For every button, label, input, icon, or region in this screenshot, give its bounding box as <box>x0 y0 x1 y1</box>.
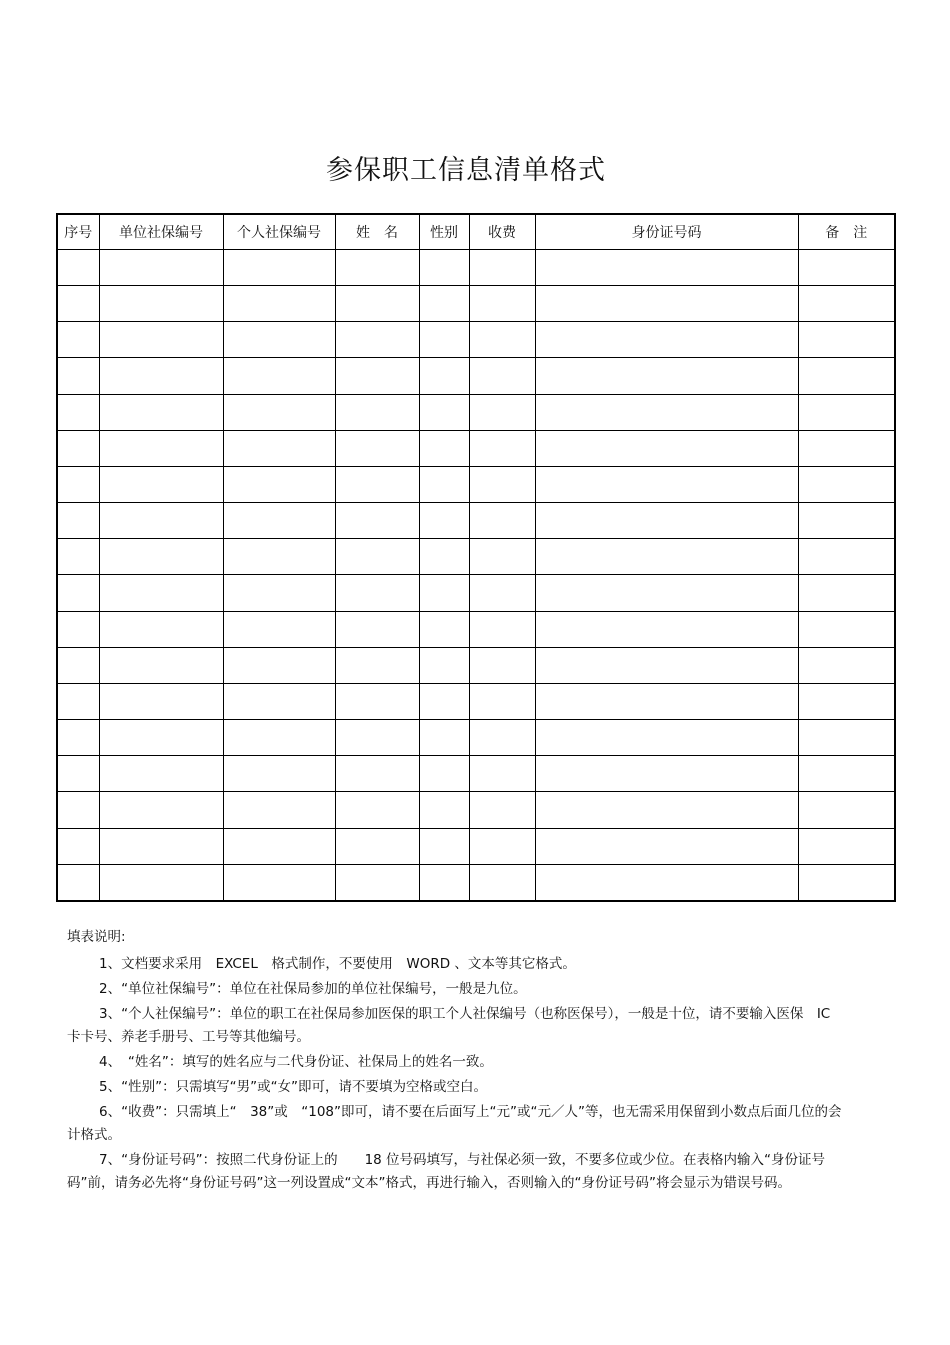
table-row <box>57 394 895 430</box>
cell-gender[interactable] <box>419 720 469 756</box>
cell-name[interactable] <box>335 720 419 756</box>
cell-serial[interactable] <box>57 647 99 683</box>
cell-gender[interactable] <box>419 611 469 647</box>
instructions-heading: 填表说明: <box>67 929 126 945</box>
cell-serial[interactable] <box>57 539 99 575</box>
cell-serial[interactable] <box>57 828 99 864</box>
cell-unit-insurance-no[interactable] <box>99 539 223 575</box>
header-unit-insurance-no: 单位社保编号 <box>99 214 223 250</box>
table-row <box>57 792 895 828</box>
table-row <box>57 539 895 575</box>
table-row <box>57 575 895 611</box>
cell-personal-insurance-no[interactable] <box>223 466 335 502</box>
cell-personal-insurance-no[interactable] <box>223 394 335 430</box>
cell-personal-insurance-no[interactable] <box>223 286 335 322</box>
cell-remarks[interactable] <box>798 250 895 286</box>
cell-gender[interactable] <box>419 394 469 430</box>
cell-fee[interactable] <box>469 286 535 322</box>
cell-personal-insurance-no[interactable] <box>223 250 335 286</box>
cell-fee[interactable] <box>469 756 535 792</box>
cell-name[interactable] <box>335 792 419 828</box>
cell-remarks[interactable] <box>798 322 895 358</box>
cell-serial[interactable] <box>57 286 99 322</box>
cell-personal-insurance-no[interactable] <box>223 720 335 756</box>
cell-personal-insurance-no[interactable] <box>223 683 335 719</box>
header-gender: 性别 <box>419 214 469 250</box>
table-row <box>57 358 895 394</box>
instruction-item: 7、“身份证号码”：按照二代身份证上的 18 位号码填写，与社保必须一致，不要多位或少位。在表格内输入“身份证号码”前，请务必先将“身份证号码”这一列设置成“文本”格式，再进行输入，否则输入的“身份证号码”将会显示为错误号码。 <box>67 1152 826 1191</box>
table-row <box>57 503 895 539</box>
cell-gender[interactable] <box>419 756 469 792</box>
cell-unit-insurance-no[interactable] <box>99 466 223 502</box>
cell-name[interactable] <box>335 322 419 358</box>
cell-remarks[interactable] <box>798 430 895 466</box>
cell-serial[interactable] <box>57 250 99 286</box>
cell-fee[interactable] <box>469 250 535 286</box>
cell-name[interactable] <box>335 286 419 322</box>
cell-remarks[interactable] <box>798 756 895 792</box>
cell-serial[interactable] <box>57 322 99 358</box>
cell-serial[interactable] <box>57 792 99 828</box>
cell-remarks[interactable] <box>798 539 895 575</box>
table-row <box>57 611 895 647</box>
cell-id-number[interactable] <box>535 503 798 539</box>
table-row <box>57 647 895 683</box>
table-row <box>57 828 895 864</box>
cell-remarks[interactable] <box>798 792 895 828</box>
table-row <box>57 720 895 756</box>
cell-name[interactable] <box>335 575 419 611</box>
cell-personal-insurance-no[interactable] <box>223 756 335 792</box>
cell-remarks[interactable] <box>798 647 895 683</box>
instructions <box>67 926 847 1197</box>
cell-unit-insurance-no[interactable] <box>99 720 223 756</box>
instruction-item: 3、“个人社保编号”：单位的职工在社保局参加医保的职工个人社保编号（也称医保号），一般是十位，请不要输入医保 IC 卡卡号、养老手册号、工号等其他编号。 <box>67 1006 831 1045</box>
cell-name[interactable] <box>335 647 419 683</box>
cell-fee[interactable] <box>469 503 535 539</box>
cell-name[interactable] <box>335 756 419 792</box>
table-row <box>57 430 895 466</box>
header-serial: 序号 <box>57 214 99 250</box>
cell-id-number[interactable] <box>535 286 798 322</box>
cell-id-number[interactable] <box>535 250 798 286</box>
cell-remarks[interactable] <box>798 864 895 901</box>
cell-serial[interactable] <box>57 720 99 756</box>
cell-serial[interactable] <box>57 358 99 394</box>
cell-id-number[interactable] <box>535 575 798 611</box>
cell-remarks[interactable] <box>798 575 895 611</box>
cell-remarks[interactable] <box>798 683 895 719</box>
cell-personal-insurance-no[interactable] <box>223 792 335 828</box>
cell-unit-insurance-no[interactable] <box>99 792 223 828</box>
cell-id-number[interactable] <box>535 430 798 466</box>
cell-unit-insurance-no[interactable] <box>99 575 223 611</box>
cell-remarks[interactable] <box>798 720 895 756</box>
cell-name[interactable] <box>335 864 419 901</box>
cell-name[interactable] <box>335 466 419 502</box>
header-remarks: 备 注 <box>798 214 895 250</box>
cell-name[interactable] <box>335 394 419 430</box>
header-personal-insurance-no: 个人社保编号 <box>223 214 335 250</box>
cell-id-number[interactable] <box>535 322 798 358</box>
cell-gender[interactable] <box>419 828 469 864</box>
cell-remarks[interactable] <box>798 466 895 502</box>
cell-unit-insurance-no[interactable] <box>99 683 223 719</box>
cell-fee[interactable] <box>469 358 535 394</box>
cell-gender[interactable] <box>419 539 469 575</box>
cell-gender[interactable] <box>419 575 469 611</box>
header-name: 姓 名 <box>335 214 419 250</box>
table-row <box>57 322 895 358</box>
cell-id-number[interactable] <box>535 792 798 828</box>
cell-serial[interactable] <box>57 611 99 647</box>
instruction-item: 2、“单位社保编号”：单位在社保局参加的单位社保编号，一般是九位。 <box>99 981 527 997</box>
cell-unit-insurance-no[interactable] <box>99 322 223 358</box>
cell-serial[interactable] <box>57 503 99 539</box>
cell-fee[interactable] <box>469 828 535 864</box>
cell-personal-insurance-no[interactable] <box>223 430 335 466</box>
cell-gender[interactable] <box>419 286 469 322</box>
header-fee: 收费 <box>469 214 535 250</box>
cell-unit-insurance-no[interactable] <box>99 756 223 792</box>
cell-unit-insurance-no[interactable] <box>99 647 223 683</box>
cell-fee[interactable] <box>469 792 535 828</box>
cell-unit-insurance-no[interactable] <box>99 286 223 322</box>
cell-unit-insurance-no[interactable] <box>99 611 223 647</box>
cell-unit-insurance-no[interactable] <box>99 503 223 539</box>
cell-fee[interactable] <box>469 430 535 466</box>
employee-table <box>56 213 896 902</box>
cell-gender[interactable] <box>419 250 469 286</box>
cell-unit-insurance-no[interactable] <box>99 358 223 394</box>
cell-serial[interactable] <box>57 575 99 611</box>
cell-fee[interactable] <box>469 466 535 502</box>
instruction-item: 5、“性别”：只需填写“男”或“女”即可，请不要填为空格或空白。 <box>99 1079 488 1095</box>
cell-id-number[interactable] <box>535 756 798 792</box>
cell-fee[interactable] <box>469 611 535 647</box>
cell-unit-insurance-no[interactable] <box>99 828 223 864</box>
cell-name[interactable] <box>335 503 419 539</box>
cell-gender[interactable] <box>419 358 469 394</box>
cell-gender[interactable] <box>419 466 469 502</box>
cell-unit-insurance-no[interactable] <box>99 864 223 901</box>
cell-gender[interactable] <box>419 503 469 539</box>
cell-serial[interactable] <box>57 394 99 430</box>
cell-personal-insurance-no[interactable] <box>223 864 335 901</box>
cell-remarks[interactable] <box>798 828 895 864</box>
cell-name[interactable] <box>335 250 419 286</box>
cell-personal-insurance-no[interactable] <box>223 647 335 683</box>
cell-id-number[interactable] <box>535 828 798 864</box>
cell-remarks[interactable] <box>798 358 895 394</box>
cell-name[interactable] <box>335 430 419 466</box>
cell-name[interactable] <box>335 828 419 864</box>
header-id-number: 身份证号码 <box>535 214 798 250</box>
cell-gender[interactable] <box>419 864 469 901</box>
table-header-row <box>57 214 895 250</box>
cell-serial[interactable] <box>57 864 99 901</box>
table-row <box>57 286 895 322</box>
cell-id-number[interactable] <box>535 683 798 719</box>
cell-name[interactable] <box>335 611 419 647</box>
cell-unit-insurance-no[interactable] <box>99 430 223 466</box>
cell-serial[interactable] <box>57 466 99 502</box>
cell-gender[interactable] <box>419 792 469 828</box>
table-row <box>57 466 895 502</box>
cell-fee[interactable] <box>469 647 535 683</box>
cell-fee[interactable] <box>469 864 535 901</box>
cell-unit-insurance-no[interactable] <box>99 394 223 430</box>
cell-personal-insurance-no[interactable] <box>223 828 335 864</box>
cell-name[interactable] <box>335 683 419 719</box>
cell-fee[interactable] <box>469 575 535 611</box>
cell-remarks[interactable] <box>798 286 895 322</box>
cell-gender[interactable] <box>419 430 469 466</box>
cell-name[interactable] <box>335 539 419 575</box>
table-row <box>57 864 895 901</box>
cell-personal-insurance-no[interactable] <box>223 611 335 647</box>
cell-id-number[interactable] <box>535 539 798 575</box>
table-row <box>57 250 895 286</box>
cell-id-number[interactable] <box>535 864 798 901</box>
cell-personal-insurance-no[interactable] <box>223 322 335 358</box>
cell-unit-insurance-no[interactable] <box>99 250 223 286</box>
cell-remarks[interactable] <box>798 503 895 539</box>
cell-remarks[interactable] <box>798 611 895 647</box>
cell-personal-insurance-no[interactable] <box>223 358 335 394</box>
cell-id-number[interactable] <box>535 647 798 683</box>
cell-gender[interactable] <box>419 322 469 358</box>
cell-id-number[interactable] <box>535 720 798 756</box>
cell-personal-insurance-no[interactable] <box>223 539 335 575</box>
cell-fee[interactable] <box>469 683 535 719</box>
cell-fee[interactable] <box>469 539 535 575</box>
instruction-item: 6、“收费”：只需填上“ 38”或 “108”即可，请不要在后面写上“元”或“元／人”等，也无需采用保留到小数点后面几位的会计格式。 <box>67 1104 842 1143</box>
cell-id-number[interactable] <box>535 466 798 502</box>
cell-id-number[interactable] <box>535 358 798 394</box>
page-title: 参保职工信息清单格式 <box>326 155 606 186</box>
cell-name[interactable] <box>335 358 419 394</box>
cell-remarks[interactable] <box>798 394 895 430</box>
cell-fee[interactable] <box>469 394 535 430</box>
table-row <box>57 683 895 719</box>
cell-personal-insurance-no[interactable] <box>223 575 335 611</box>
instruction-item: 1、文档要求采用 EXCEL 格式制作，不要使用 WORD 、文本等其它格式。 <box>99 956 576 972</box>
cell-serial[interactable] <box>57 683 99 719</box>
cell-serial[interactable] <box>57 430 99 466</box>
cell-serial[interactable] <box>57 756 99 792</box>
cell-fee[interactable] <box>469 322 535 358</box>
cell-gender[interactable] <box>419 683 469 719</box>
cell-id-number[interactable] <box>535 394 798 430</box>
instruction-item: 4、 “姓名”：填写的姓名应与二代身份证、社保局上的姓名一致。 <box>99 1054 493 1070</box>
cell-personal-insurance-no[interactable] <box>223 503 335 539</box>
cell-id-number[interactable] <box>535 611 798 647</box>
cell-fee[interactable] <box>469 720 535 756</box>
table-row <box>57 756 895 792</box>
cell-gender[interactable] <box>419 647 469 683</box>
